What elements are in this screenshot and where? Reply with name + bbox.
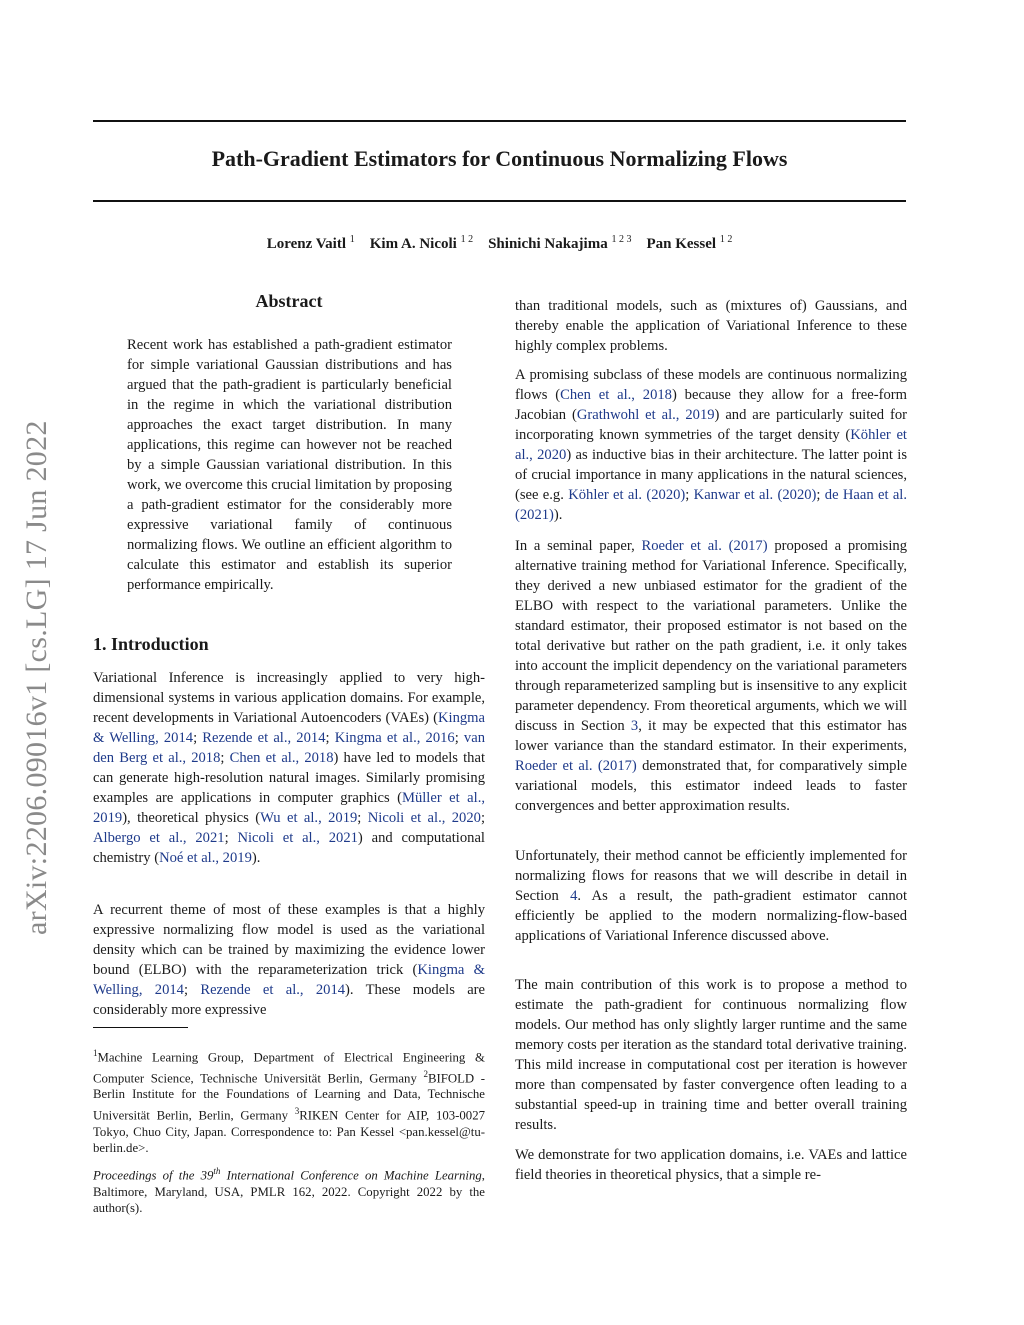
citation-link[interactable]: Roeder et al. — [641, 538, 722, 554]
section-heading-introduction: 1. Introduction — [93, 634, 209, 654]
right-paragraph-5: The main contribution of this work is to propose a method to estimate the path-gradient for continuous normalizing flow models. Our method has only slightly larger runtime and the same memory costs per iteration as the standard total derivative training. This mild increase in computational cost per iteration is however more than compensated by faster convergence often leading to a substantial speed-up in training time and better overall training results. — [515, 977, 907, 1133]
citation-link[interactable]: Müller et al., 2019 — [93, 790, 485, 826]
author-affiliation: 1 — [349, 234, 355, 245]
citation-link[interactable]: Kingma & Welling, 2014 — [93, 710, 485, 746]
citation-link[interactable]: Nicoli et al., 2020 — [367, 810, 481, 826]
section-ref-link[interactable]: 3 — [630, 718, 639, 734]
citation-link[interactable]: Rezende et al., 2014 — [200, 982, 346, 998]
author: Shinichi Nakajima — [488, 236, 608, 252]
intro-paragraph-1: Variational Inference is increasingly applied to very high-dimensional systems in various application domains. For example, recent developments in Variational Autoencoders (VAEs) (Kingma & Welling, 2014; Rezende et al., 2014; Kingma et al., 2016; van den Berg et al., 2018; Chen et al., 2018) have led to models that can generate high-resolution natural images. Similarly promising examples are applications in computer graphics (Müller et al., 2019), theoretical physics (Wu et al., 2019; Nicoli et al., 2020; Albergo et al., 2021; Nicoli et al., 2021) and computational chemistry (Noé et al., 2019). — [93, 670, 486, 866]
author: Kim A. Nicoli — [369, 236, 457, 252]
right-paragraph-6: We demonstrate for two application domains, i.e. VAEs and lattice field theories in theoretical physics, that a simple re- — [515, 1147, 907, 1183]
section-ref-link[interactable]: 4 — [570, 888, 578, 904]
citation-link[interactable]: Roeder et al. — [515, 758, 593, 774]
citation-year-link[interactable]: (2017) — [597, 758, 637, 774]
citation-link[interactable]: Rezende et al., 2014 — [202, 730, 326, 746]
right-paragraph-1: than traditional models, such as (mixtures of) Gaussians, and thereby enable the application of Variational Inference to these highly complex problems. — [515, 298, 907, 354]
title-rule-bottom — [93, 200, 906, 202]
citation-link[interactable]: Grathwohl et al., 2019 — [576, 407, 715, 423]
right-paragraph-2: A promising subclass of these models are continuous normalizing flows (Chen et al., 2018) because they allow for a free-form Jacobian (Grathwohl et al., 2019) and are particularly suited for incorporating known symmetries of the target density (Köhler et al., 2020) as inductive bias in their architecture. The latter point is of crucial importance in many applications in the natural sciences, (see e.g. Köhler et al. (2020); Kanwar et al. (2020); de Haan et al. (2021)). — [515, 367, 907, 523]
author-affiliation: 1 2 — [719, 234, 733, 245]
citation-link[interactable]: Wu et al., 2019 — [260, 810, 358, 826]
citation-link[interactable]: Kingma & Welling, 2014 — [93, 962, 485, 998]
citation-year-link[interactable]: (2021) — [515, 507, 554, 523]
title-rule-top — [93, 120, 906, 122]
author: Lorenz Vaitl — [266, 236, 347, 252]
citation-link[interactable]: Albergo et al., 2021 — [93, 830, 225, 846]
citation-link[interactable]: Kanwar et al. — [693, 487, 774, 503]
arxiv-stamp: arXiv:2206.09016v1 [cs.LG] 17 Jun 2022 — [20, 420, 53, 935]
citation-link[interactable]: Köhler et al. — [568, 487, 643, 503]
author-affiliation: 1 2 — [460, 234, 474, 245]
citation-link[interactable]: van den Berg et al., 2018 — [93, 730, 485, 766]
right-paragraph-3: In a seminal paper, Roeder et al. (2017) proposed a promising alternative training method for Variational Inference. Specifically, they derived a new unbiased estimator for the gradient of the ELBO with respect to the variational parameters. Unlike the standard estimator, their proposed estimator is not based on the total derivative but rather on the path gradient, i.e. it only takes into account the implicit dependency on the variational parameters through reparameterized sampling but is insensitive to any explicit parameter dependency. From theoretical arguments, which we will discuss in Section 3, it may be expected that this estimator has lower variance than the standard estimator. In their experiments, Roeder et al. (2017) demonstrated that, for comparatively simple variational models, this estimator indeed leads to faster convergences and better approximation results. — [515, 538, 908, 814]
author-list — [93, 234, 906, 253]
citation-link[interactable]: Köhler et al., 2020 — [515, 427, 907, 463]
author: Pan Kessel — [646, 236, 717, 252]
intro-paragraph-2: A recurrent theme of most of these examples is that a highly expressive normalizing flow model is used as the variational density which can be trained by maximizing the evidence lower bound (ELBO) with the reparameterization trick (Kingma & Welling, 2014; Rezende et al., 2014). These models are considerably more expressive — [93, 902, 486, 1018]
affiliation-footnote: $^1$Machine Learning Group, Department of Electrical Engineering & Computer Science, Technische Universität Berlin, Germany $^2$BIFOLD - Berlin Institute for the Foundations of Learning and Data, Technische Universität Berlin, Berlin, Germany $^3$RIKEN Center for AIP, 103-0027 Tokyo, Chuo City, Japan. Correspondence to: Pan Kessel <pan.kessel@tu-berlin.de>. — [93, 1047, 485, 1156]
abstract-heading: Abstract — [255, 291, 323, 311]
author-affiliation: 1 2 3 — [611, 234, 632, 245]
abstract-text: Recent work has established a path-gradient estimator for simple variational Gaussian distributions and has argued that the path-gradient is particularly beneficial in the regime in which the variational distribution approaches the exact target distribution. In many applications, this regime can however not be reached by a simple Gaussian variational distribution. In this work, we overcome this crucial limitation by proposing a path-gradient estimator for the considerably more expressive variational family of continuous normalizing flows. We outline an efficient algorithm to calculate this estimator and establish its superior performance empirically. — [127, 336, 452, 593]
citation-link[interactable]: de Haan et al. — [824, 487, 907, 503]
citation-year-link[interactable]: (2020) — [646, 487, 686, 503]
citation-year-link[interactable]: (2020) — [777, 487, 817, 503]
citation-link[interactable]: Chen et al., 2018 — [229, 750, 334, 766]
right-paragraph-4: Unfortunately, their method cannot be efficiently implemented for normalizing flows for reasons that we will describe in detail in Section 4. As a result, the path-gradient estimator cannot efficiently be applied to the modern normalizing-flow-based applications of Variational Inference discussed above. — [515, 848, 907, 944]
footnote-divider — [93, 1027, 188, 1028]
citation-link[interactable]: Kingma et al., 2016 — [334, 730, 455, 746]
citation-year-link[interactable]: (2017) — [728, 538, 768, 554]
citation-link[interactable]: Chen et al., 2018 — [560, 387, 672, 403]
paper-title: Path-Gradient Estimators for Continuous Normalizing Flows — [211, 146, 788, 171]
proceedings-note: Proceedings of the 39th International Conference on Machine Learning, Baltimore, Maryland, USA, PMLR 162, 2022. Copyright 2022 by the author(s). — [93, 1165, 485, 1216]
citation-link[interactable]: Noé et al., 2019 — [159, 850, 252, 866]
citation-link[interactable]: Nicoli et al., 2021 — [237, 830, 358, 846]
